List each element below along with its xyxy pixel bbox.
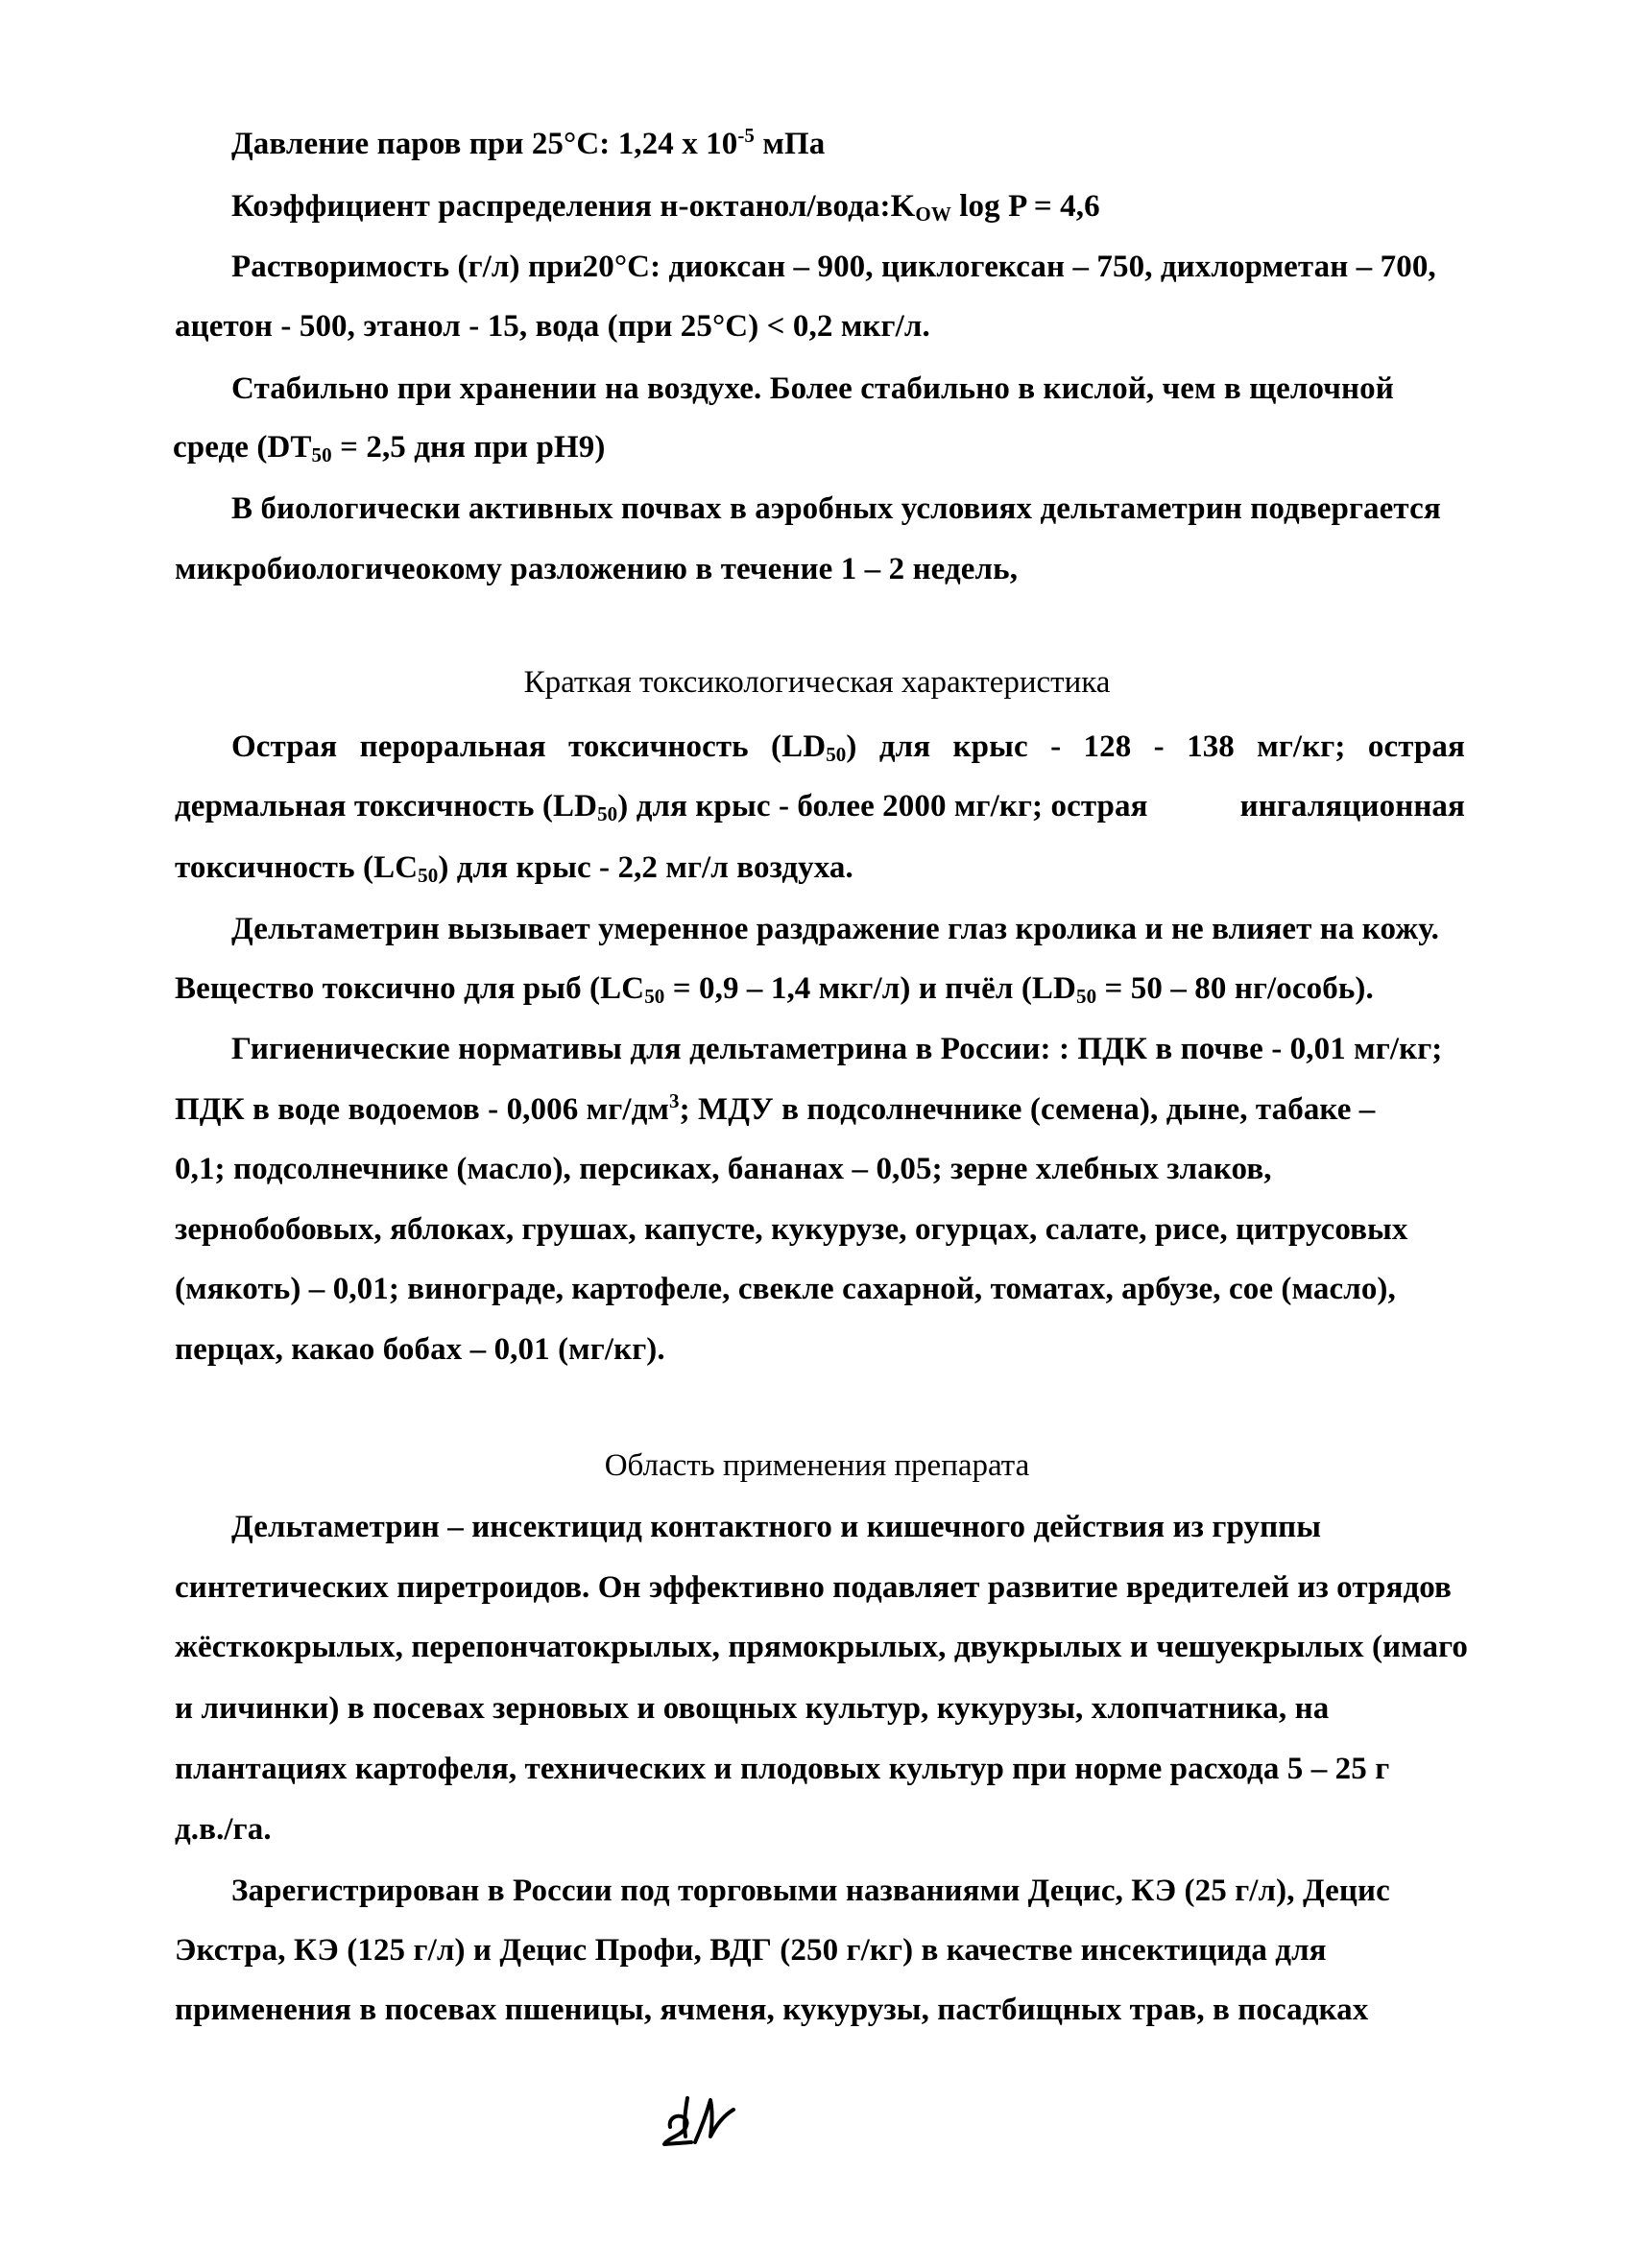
toxicology-heading: Краткая токсикологическая характеристика xyxy=(523,665,1111,700)
vapor-pressure-line: Давление паров при 25°С: 1,24 х $10^{-5}$ мПа xyxy=(231,124,826,161)
application-heading: Область применения препарата xyxy=(604,1448,1030,1483)
application-line-6: д.в./га. xyxy=(175,1812,272,1847)
hygiene-line-6: перцах, какао бобах – 0,01 (мг/кг). xyxy=(175,1332,665,1367)
hygiene-line-1: Гигиенические нормативы для дельтаметрина в России: : ПДК в почве - 0,01 мг/кг; xyxy=(231,1032,1443,1066)
hygiene-line-4: зернобобовых, яблоках, грушах, капусте, кукурузе, огурцах, салате, рисе, цитрусовых xyxy=(175,1212,1408,1247)
application-line-2: синтетических пиретроидов. Он эффективно подавляет развитие вредителей из отрядов xyxy=(175,1570,1452,1605)
irritation-line-1: Дельтаметрин вызывает умеренное раздражение глаз кролика и не влияет на кожу. xyxy=(231,912,1439,946)
irritation-line-2: Вещество токсично для рыб ($LC_{50} = 0,9 - 1,4$ мкг/л) и пчёл ($LD_{50} = 50 - 80$ нг/особь). xyxy=(175,971,1374,1008)
application-line-4: и личинки) в посевах зерновых и овощных культур, кукурузы, хлопчатника, на xyxy=(175,1691,1330,1726)
registration-line-2: Экстра, КЭ (125 г/л) и Децис Профи, ВДГ (250 г/кг) в качестве инсектицида для xyxy=(175,1933,1327,1968)
handwritten-page-number xyxy=(662,2081,739,2148)
toxicity-line-3: токсичность $(LC_{50})$ для крыс - 2,2 мг/л воздуха. xyxy=(175,850,853,887)
application-line-1: Дельтаметрин – инсектицид контактного и кишечного действия из группы xyxy=(231,1510,1322,1544)
soil-line-2: микробиологичеокому разложению в течение 1 – 2 недель, xyxy=(175,552,1019,586)
hygiene-line-5: (мякоть) – 0,01; винограде, картофеле, свекле сахарной, томатах, арбузе, сое (масло), xyxy=(175,1272,1396,1306)
hygiene-line-2: ПДК в воде водоемов - 0,006 $мг/дм^3$; МДУ в подсолнечнике (семена), дыне, табаке – xyxy=(175,1089,1376,1127)
stability-line-2: среде ($DT_{50} = 2,5$ дня при pH9) xyxy=(173,430,606,466)
registration-line-3: применения в посевах пшеницы, ячменя, кукурузы, пастбищных трав, в посадках xyxy=(175,1993,1369,2027)
stability-line-1: Стабильно при хранении на воздухе. Более стабильно в кислой, чем в щелочной xyxy=(231,371,1394,406)
soil-line-1: В биологически активных почвах в аэробных условиях дельтаметрин подвергается xyxy=(231,491,1441,526)
toxicity-line-1: Острая пероральная токсичность $(LD_{50})$ для крыс - 128 - 138 мг/кг; острая xyxy=(231,729,1465,766)
hygiene-line-3: 0,1; подсолнечнике (масло), персиках, бананах – 0,05; зерне хлебных злаков, xyxy=(175,1152,1272,1186)
application-line-5: плантациях картофеля, технических и плодовых культур при норме расхода 5 – 25 г xyxy=(175,1752,1390,1786)
application-line-3: жёсткокрылых, перепончатокрылых, прямокрылых, двукрылых и чешуекрылых (имаго xyxy=(175,1630,1468,1664)
toxicity-line-2: дермальная токсичность $(LD_{50})$ для крыс - более 2000 мг/кг; острая ингаляционная xyxy=(175,789,1465,825)
registration-line-1: Зарегистрирован в России под торговыми названиями Децис, КЭ (25 г/л), Децис xyxy=(231,1874,1390,1908)
partition-coefficient-line: Коэффициент распределения $н-октанол/вода:K_{OW}$ log P = 4,6 xyxy=(231,189,1100,226)
solubility-line-2: ацетон - 500, этанол - 15, вода (при 25°С) < 0,2 мкг/л. xyxy=(175,309,930,344)
solubility-line-1: Растворимость (г/л) при20°С: диоксан – 900, циклогексан – 750, дихлорметан – 700, xyxy=(231,250,1436,284)
